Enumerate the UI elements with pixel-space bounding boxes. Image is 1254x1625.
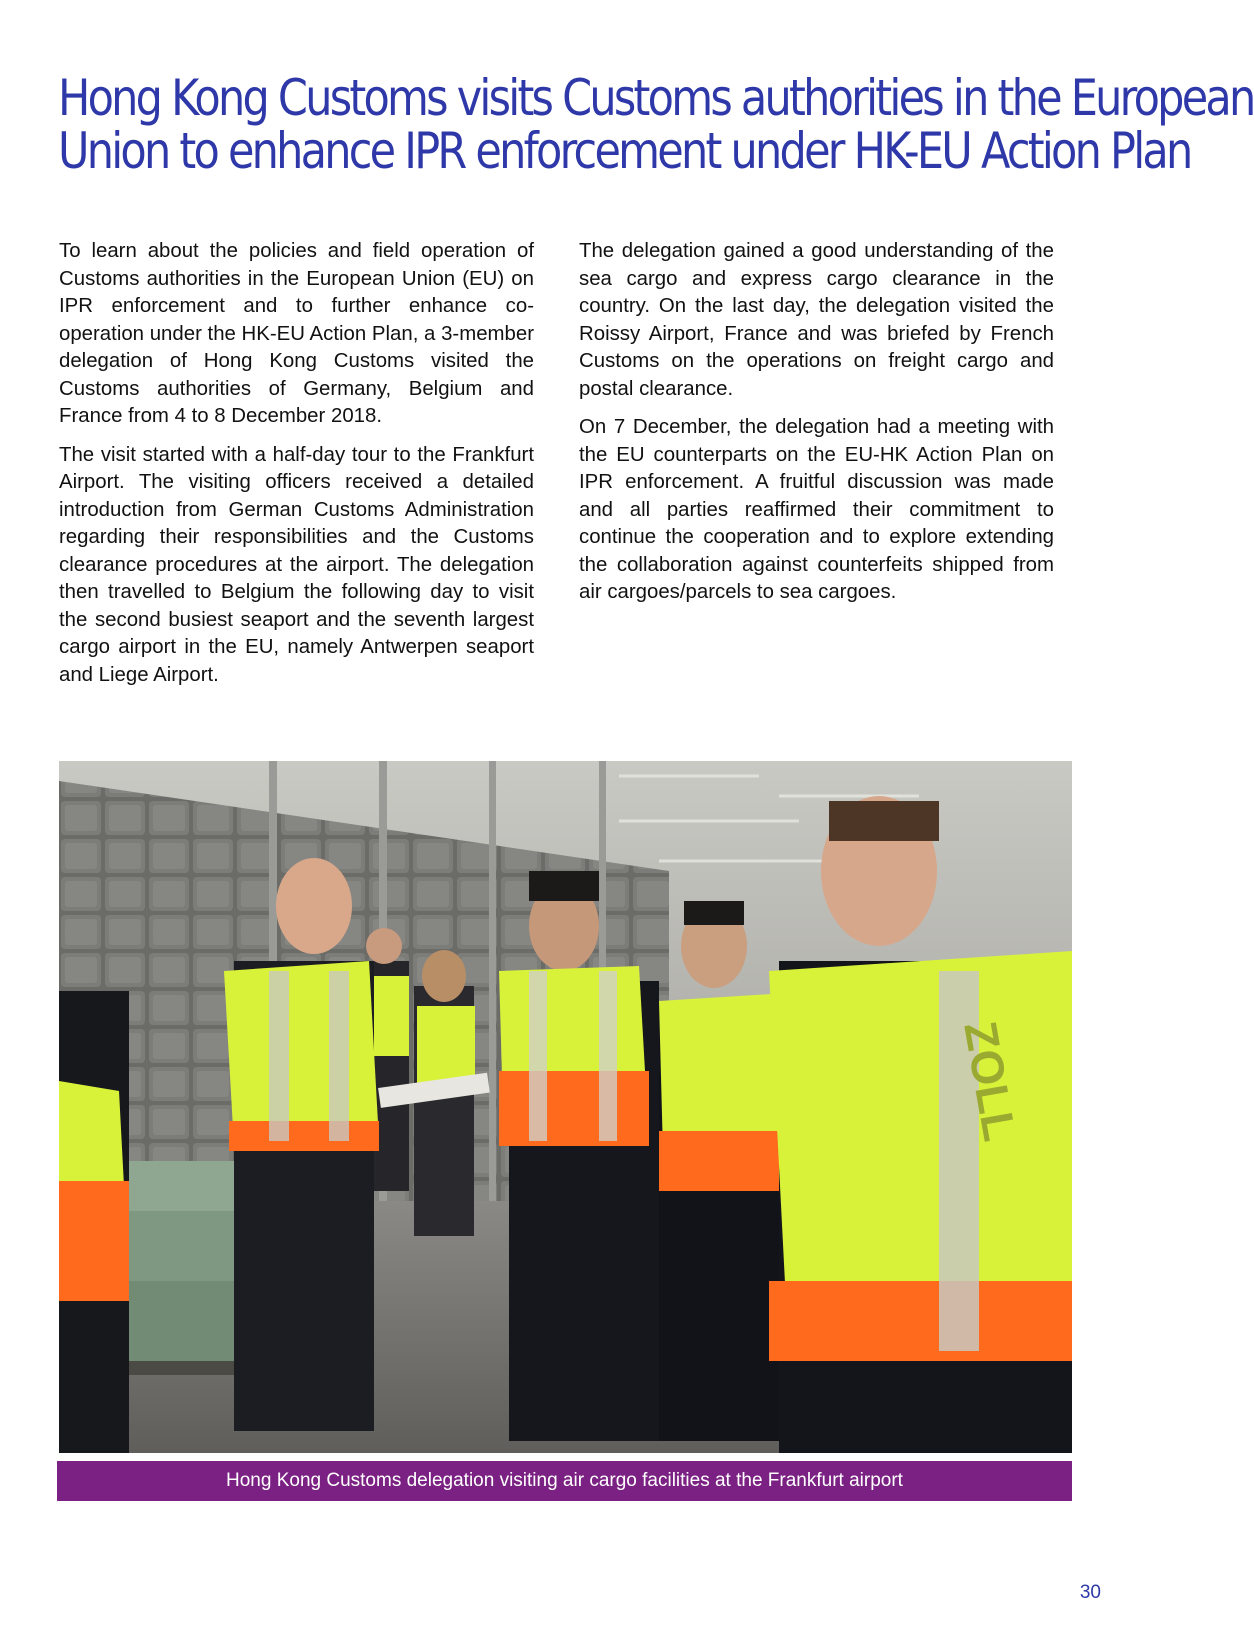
title-line-2: Union to enhance IPR enforcement under HK-EU Action Plan [58,122,1191,180]
right-column [579,238,1054,618]
vest-lettering: ZOLL [954,1017,1027,1145]
delegation-photo [59,761,1072,1453]
page-number: 30 [1079,1582,1101,1603]
paragraph: To learn about the policies and field operation of Customs authorities in the European Union (EU) on IPR enforcement and to further enhance co-operation under the HK-EU Action Plan, a 3-member delegation of Hong Kong Customs visited the Customs authorities of Germany, Belgium and France from 4 to 8 December 2018. [59,240,534,427]
title-line-1: Hong Kong Customs visits Customs authorities in the European [58,69,1254,127]
paragraph: The delegation gained a good understanding of the sea cargo and express cargo clearance in the country. On the last day, the delegation visited the Roissy Airport, France and was briefed by French Customs on the operations on freight cargo and postal clearance. [579,240,1054,400]
paragraph: The visit started with a half-day tour to the Frankfurt Airport. The visiting officers received a detailed introduction from German Customs Administration regarding their responsibilities and the Customs clearance procedures at the airport. The delegation then travelled to Belgium the following day to visit the second busiest seaport and the seventh largest cargo airport in the EU, namely Antwerpen seaport and Liege Airport. [59,443,534,686]
caption-bar [57,1461,1072,1501]
left-column [59,238,534,700]
article-title [58,69,1254,180]
photo-illustration [59,761,1072,1453]
photo-caption: Hong Kong Customs delegation visiting air cargo facilities at the Frankfurt airport [226,1470,903,1491]
partial-person-left [59,991,129,1453]
paragraph: On 7 December, the delegation had a meeting with the EU counterparts on the EU-HK Action Plan on IPR enforcement. A fruitful discussion was made and all parties reaffirmed their commitment to continue the cooperation and to explore extending the collaboration against counterfeits shipped from air cargoes/parcels to sea cargoes. [579,416,1054,603]
